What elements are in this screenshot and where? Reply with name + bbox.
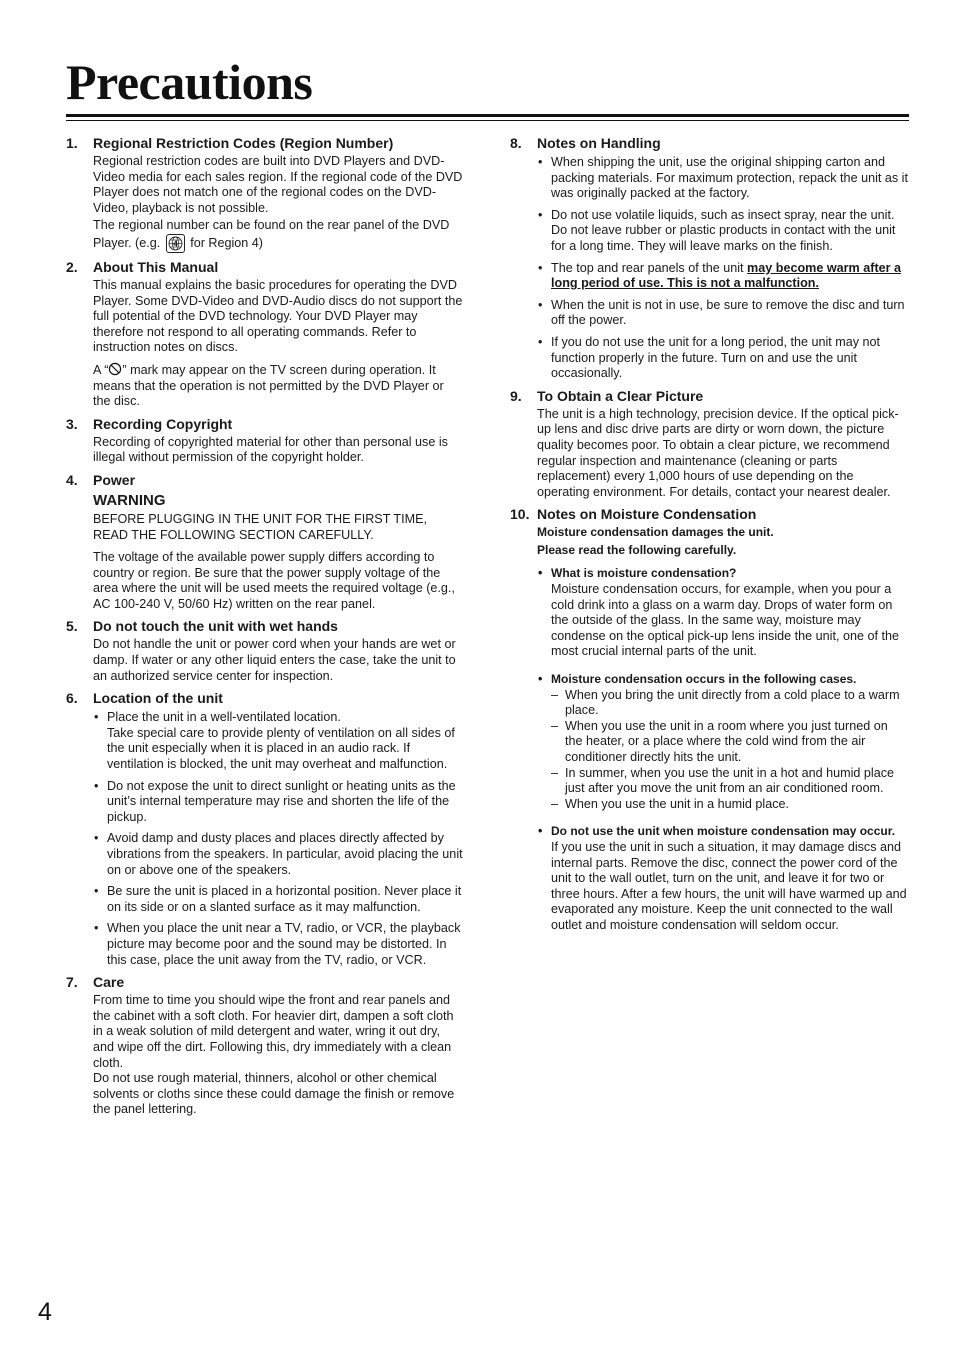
list-item: • Do not use volatile liquids, such as insect spray, near the unit. Do not leave rubber or plastic products in contact with the unit for a long time. They will leave marks on the finish. [537, 208, 908, 255]
right-column [510, 134, 908, 939]
section-care [66, 973, 464, 1118]
warning-text: BEFORE PLUGGING IN THE UNIT FOR THE FIRST TIME, READ THE FOLLOWING SECTION CAREFULLY. [93, 511, 428, 542]
list-item [537, 261, 908, 292]
paragraph-text: The regional number can be found on the rear panel of the DVD Player. (e.g. [93, 218, 450, 250]
list-item-text: Take special care to provide plenty of ventilation on all sides of the unit especially when it is placed in an audio rack. If ventilation is blocked, the unit may overheat and malfunction. [107, 725, 455, 772]
dash-item: – When you bring the unit directly from a cold place to a warm place. [551, 688, 908, 719]
section-heading: Do not touch the unit with wet hands [93, 618, 338, 635]
section-handling [510, 134, 908, 382]
list-item [93, 710, 464, 772]
list-item: • Do not expose the unit to direct sunlight or heating units as the unit’s internal temperature may rise and shorten the life of the pickup. [93, 779, 464, 826]
section-heading: Recording Copyright [93, 415, 233, 432]
section-number: 10. [510, 506, 530, 523]
paragraph [93, 218, 464, 253]
list-item: • When you place the unit near a TV, radio, or VCR, the playback picture may become poor and the sound may be distorted. In this case, place the unit away from the TV, radio, or VCR. [93, 921, 464, 968]
list-item [537, 672, 908, 812]
list-item: • When the unit is not in use, be sure to remove the disc and turn off the power. [537, 298, 908, 329]
section-power [66, 471, 464, 613]
bullet-list [537, 155, 908, 382]
paragraph-text: A “ [93, 362, 109, 377]
section-heading: To Obtain a Clear Picture [537, 387, 704, 404]
paragraph: From time to time you should wipe the front and rear panels and the cabinet with a soft cloth. For heavier dirt, dampen a soft cloth in a weak solution of mild detergent and water, wring it out dry, and wipe off the dirt. Following this, dry immediately with a clean cloth. [93, 993, 454, 1070]
region-globe-icon [166, 234, 185, 253]
section-heading: Notes on Moisture Condensation [537, 506, 757, 523]
list-item-text: The top and rear panels of the unit [551, 260, 748, 275]
list-item [537, 566, 908, 660]
bold-note: Moisture condensation damages the unit. [537, 525, 774, 540]
paragraph [93, 362, 464, 410]
page-number: 4 [38, 1298, 52, 1326]
section-recording-copyright [66, 415, 464, 466]
list-item [537, 824, 908, 933]
list-item-text: If you use the unit in such a situation, it may damage discs and internal parts. Remove the disc, connect the power cord of the unit to the wall outlet, turn on the unit, and leave it for two or three hours. After a few hours, the unit will have warmed up and evaporated any moisture. Keep the unit connected to the wall outlet and moisture condensation will seldom occur. [551, 839, 907, 932]
list-item: • Avoid damp and dusty places and places directly affected by vibrations from the speakers. In particular, avoid placing the unit on or above one of the speakers. [93, 831, 464, 878]
section-number: 5. [66, 618, 78, 635]
section-number: 4. [66, 471, 78, 488]
left-column [66, 134, 464, 1123]
dash-item: – In summer, when you use the unit in a hot and humid place just after you move the unit from an air conditioned room. [551, 766, 908, 797]
section-number: 9. [510, 387, 522, 404]
section-heading: Care [93, 974, 125, 991]
section-number: 7. [66, 974, 78, 991]
paragraph: The unit is a high technology, precision device. If the optical pick-up lens and disc drive parts are dirty or worn down, the picture quality becomes poor. To obtain a clear picture, we recommend regular inspection and maintenance (cleaning or parts replacement) every 1,000 hours of use depending on the operating environment. For details, contact your nearest dealer. [537, 406, 899, 499]
list-item-title: • Do not use the unit when moisture condensation may occur. [551, 824, 896, 839]
paragraph: The voltage of the available power supply differs according to country or region. Be sure that the power supply voltage of the area where the unit will be used meets the required voltage (e.g., AC 100-240 V, 50/60 Hz) written on the rear panel. [93, 550, 455, 611]
section-heading: About This Manual [93, 258, 219, 275]
region-digit: 4 [172, 239, 178, 249]
page-title: Precautions [66, 54, 313, 110]
paragraph: Recording of copyrighted material for other than personal use is illegal without permission of the copyright holder. [93, 434, 448, 465]
section-about-manual [66, 258, 464, 410]
paragraph: Do not use rough material, thinners, alcohol or other chemical solvents or cloths since these could damage the finish or remove the panel lettering. [93, 1071, 455, 1117]
title-rule [66, 114, 909, 117]
list-item: • Be sure the unit is placed in a horizontal position. Never place it on its side or on a slanted surface as it may malfunction. [93, 884, 464, 915]
paragraph-text: for Region 4) [190, 235, 264, 250]
paragraph: Regional restriction codes are built into DVD Players and DVD-Video media for each sales region. If the regional code of the DVD Player does not match one of the regional codes on the DVD-Video, playback is not possible. [93, 154, 463, 215]
list-item: • If you do not use the unit for a long period, the unit may not function properly in the future. Turn on and use the unit occasionally. [537, 335, 908, 382]
section-heading: Notes on Handling [537, 135, 661, 151]
section-location [66, 689, 464, 968]
section-wet-hands [66, 617, 464, 684]
section-number: 3. [66, 415, 78, 432]
list-item-text: • Place the unit in a well-ventilated location. [107, 710, 341, 725]
dash-item: – When you use the unit in a humid place. [551, 797, 908, 813]
paragraph-text: ” mark may appear on the TV screen during operation. It means that the operation is not permitted by the DVD Player or the disc. [93, 362, 444, 409]
section-number: 8. [510, 135, 522, 151]
bullet-list [93, 710, 464, 968]
list-item: • When shipping the unit, use the original shipping carton and packing materials. For maximum protection, repack the unit as it was originally packed at the factory. [537, 155, 908, 202]
section-clear-picture [510, 387, 908, 501]
section-number: 1. [66, 135, 78, 151]
bold-note: Please read the following carefully. [537, 542, 737, 557]
dash-item: – When you use the unit in a room where you just turned on the heater, or a place where the cold wind from the air conditioner directly hits the unit. [551, 719, 908, 766]
section-region-codes [66, 134, 464, 253]
list-item-emphasis: may become warm after a long period of use. This is not a malfunction. [551, 260, 902, 291]
paragraph: Do not handle the unit or power cord when your hands are wet or damp. If water or any other liquid enters the case, take the unit to an authorized service center for inspection. [93, 637, 456, 683]
title-rule-thin [66, 120, 909, 121]
list-item-text: Moisture condensation occurs, for example, when you pour a cold drink into a glass on a warm day. Drops of water form on the outside of the glass. In the same way, moisture may condense on the optical pick-up lens inside the unit, one of the most crucial internal parts of the unit. [551, 582, 899, 659]
moisture-list [537, 566, 908, 933]
list-item-title: • What is moisture condensation? [551, 566, 737, 581]
warning-label: WARNING [93, 491, 166, 509]
list-item-title: • Moisture condensation occurs in the following cases. [551, 672, 857, 687]
dash-list [551, 688, 908, 813]
section-heading: Regional Restriction Codes (Region Number) [93, 135, 394, 151]
section-heading: Power [93, 471, 136, 488]
section-number: 6. [66, 690, 78, 707]
section-heading: Location of the unit [93, 690, 223, 707]
paragraph: This manual explains the basic procedures for operating the DVD Player. Some DVD-Video and DVD-Audio discs do not support the full potential of the DVD technology. Your DVD Player may therefore not respond to all operating commands. Refer to instruction notes on discs. [93, 277, 463, 355]
prohibited-icon [108, 362, 122, 376]
section-moisture [510, 505, 908, 933]
section-number: 2. [66, 258, 78, 275]
